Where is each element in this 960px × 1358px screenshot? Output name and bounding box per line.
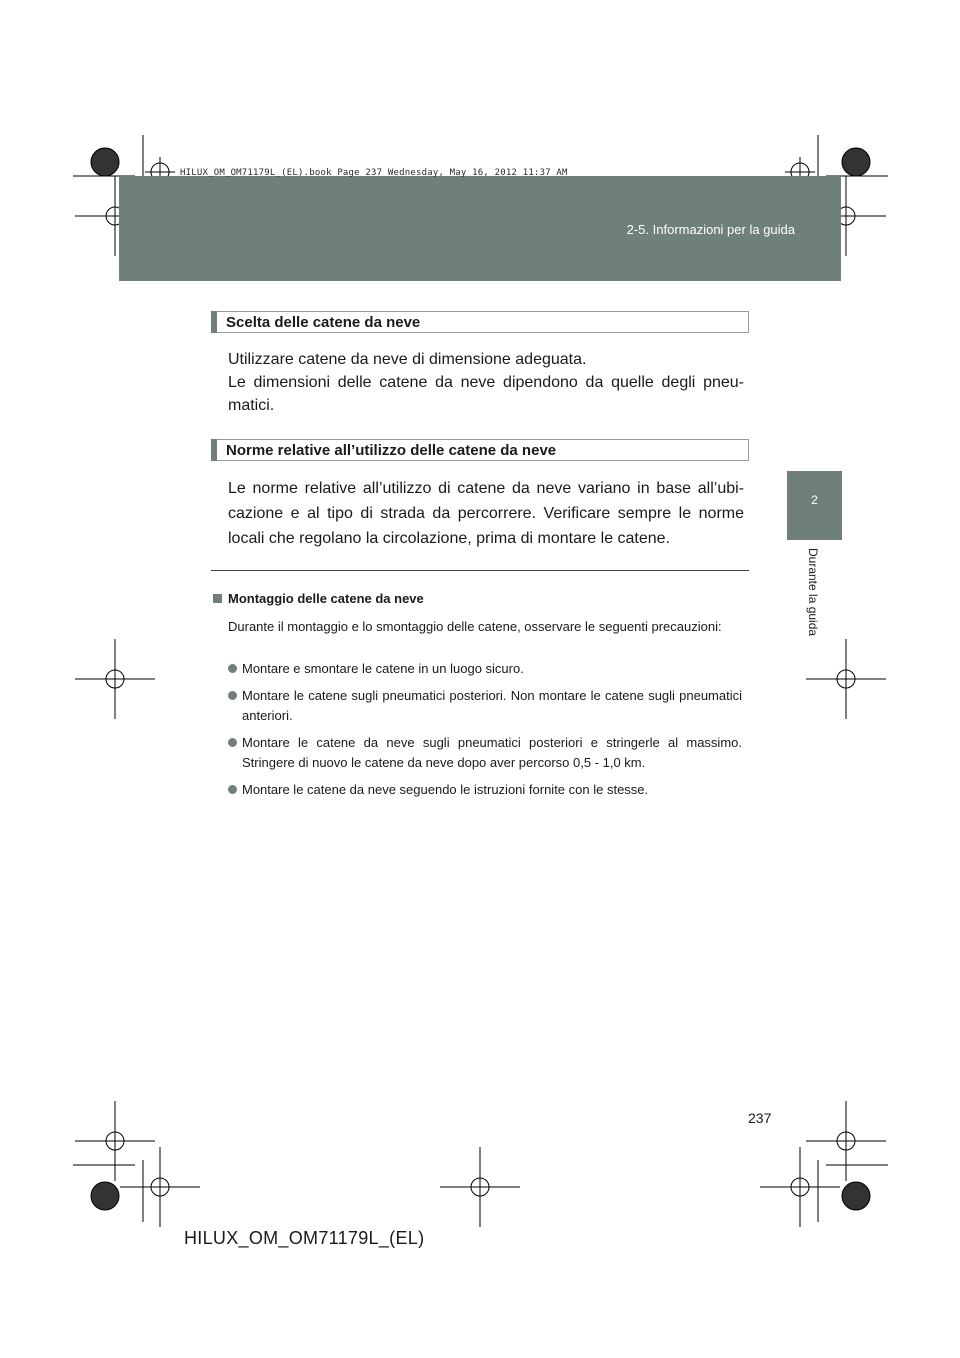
- bullet-dot-icon: [228, 785, 237, 794]
- section-heading-2: [211, 439, 749, 461]
- square-bullet-icon: [213, 594, 222, 603]
- chapter-tab-label: Durante la guida: [806, 548, 820, 637]
- list-item: Montare e smontare le catene in un luogo sicuro.: [228, 659, 742, 679]
- section-1-body: [228, 348, 744, 417]
- page-number: 237: [748, 1110, 772, 1126]
- section-heading-1-text: Scelta delle catene da neve: [226, 314, 421, 331]
- heading-marker: [211, 439, 217, 461]
- chapter-tab-number: [787, 471, 842, 540]
- chapter-number: 2: [811, 493, 818, 507]
- list-item: Montare le catene da neve sugli pneumatici posteriori e stringerle al massimo. Stringere di nuovo le catene da neve dopo aver percorso 0,5 - 1,0 km.: [228, 733, 742, 773]
- paragraph: Le norme relative all’utilizzo di catene da neve variano in base all’ubi-cazione e al tipo di strada da percorrere. Verificare sempre le norme locali che regolano la circolazione, prima di montare le catene.: [228, 480, 744, 547]
- paragraph: Le dimensioni delle catene da neve dipendono da quelle degli pneu-matici.: [228, 374, 744, 414]
- paragraph: Utilizzare catene da neve di dimensione adeguata.: [228, 351, 587, 368]
- heading-marker: [211, 311, 217, 333]
- bullet-dot-icon: [228, 738, 237, 747]
- running-header-section: 2-5. Informazioni per la guida: [626, 222, 795, 237]
- section-heading-1: [211, 311, 749, 333]
- note-heading: [213, 591, 424, 606]
- list-item: Montare le catene sugli pneumatici posteriori. Non montare le catene sugli pneumatici anteriori.: [228, 686, 742, 726]
- note-divider: [211, 570, 749, 571]
- document-code: HILUX_OM_OM71179L_(EL): [184, 1228, 425, 1248]
- note-bullet-list: [228, 659, 742, 807]
- bullet-dot-icon: [228, 691, 237, 700]
- list-item: Montare le catene da neve seguendo le istruzioni fornite con le stesse.: [228, 780, 742, 800]
- bullet-dot-icon: [228, 664, 237, 673]
- note-heading-text: Montaggio delle catene da neve: [228, 591, 424, 606]
- section-heading-2-text: Norme relative all’utilizzo delle catene da neve: [226, 442, 557, 459]
- note-intro: Durante il montaggio e lo smontaggio delle catene, osservare le seguenti precauzioni:: [228, 619, 722, 634]
- section-2-body: [228, 476, 744, 551]
- print-book-line: HILUX_OM_OM71179L_(EL).book Page 237 Wednesday, May 16, 2012 11:37 AM: [180, 168, 568, 178]
